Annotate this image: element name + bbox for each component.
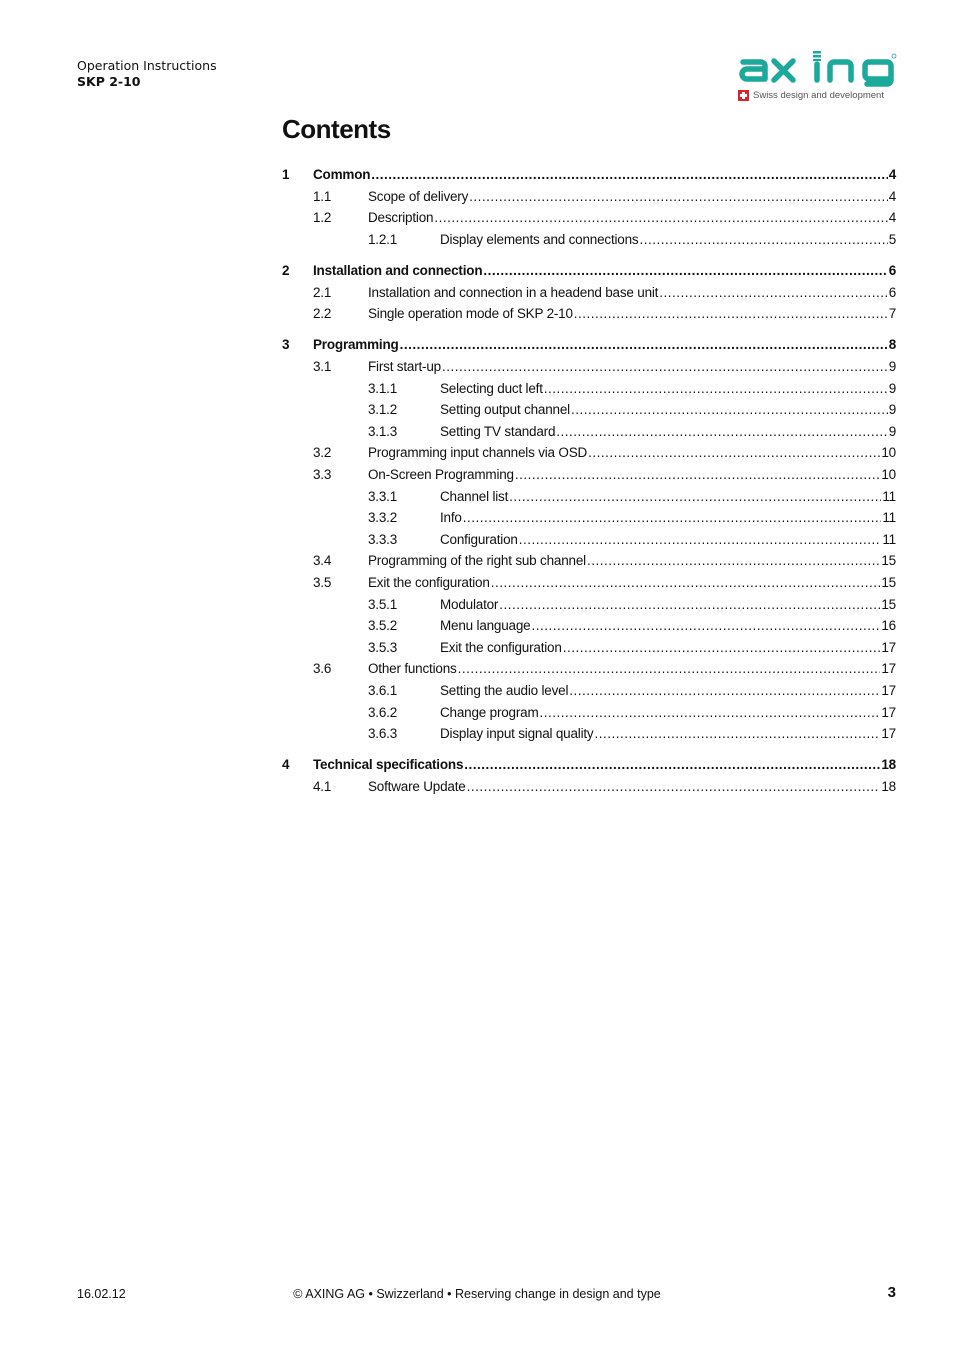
toc-entry[interactable] [282,402,896,422]
toc-entry[interactable] [282,510,896,530]
toc-entry-number: 1.2.1 [368,231,398,247]
toc-entry-number: 3.5.2 [368,618,398,634]
toc-entry-page: 10 [881,467,896,482]
toc-entry[interactable] [282,189,896,209]
toc-dot-leader [544,381,888,396]
toc-entry-title: On-Screen Programming [368,467,514,482]
toc-entry-number: 3.1.2 [368,402,398,418]
toc-entry-title: Software Update [368,779,466,794]
toc-dot-leader [563,640,881,655]
toc-entry-page: 17 [881,661,896,677]
toc-entry-title: Description [368,210,434,226]
toc-entry-number: 1.1 [313,188,332,204]
toc-dot-leader [464,757,880,772]
toc-entry-page: 17 [881,704,896,720]
toc-dot-leader [434,210,887,225]
toc-entry-page: 9 [888,380,896,396]
toc-entry-number: 3.5.1 [368,596,398,612]
toc-entry-page: 9 [888,359,896,374]
toc-entry-number: 3.1.1 [368,380,398,396]
toc-entry[interactable] [282,757,896,777]
document-type: Operation Instructions [77,58,217,73]
toc-entry-page: 10 [881,445,896,461]
toc-entry-number: 4 [282,757,290,773]
toc-dot-leader [442,359,888,374]
page-number: 3 [887,1284,896,1301]
toc-entry[interactable] [282,705,896,725]
toc-dot-leader [463,510,882,525]
toc-dot-leader [371,167,887,182]
toc-dot-leader [499,597,880,612]
toc-dot-leader [400,337,888,352]
toc-entry-number: 4.1 [313,779,332,794]
toc-entry-page: 17 [881,683,896,698]
toc-entry-page: 17 [881,639,896,655]
toc-entry-title: Exit the configuration [440,639,562,655]
toc-entry[interactable] [282,445,896,465]
toc-entry[interactable] [282,263,896,283]
toc-dot-leader [574,306,888,321]
toc-entry[interactable] [282,359,896,379]
toc-entry-title: Installation and connection in a headend base unit [368,284,659,300]
toc-entry-page: 4 [888,210,896,226]
toc-entry-page: 15 [881,553,896,569]
toc-dot-leader [587,553,880,568]
toc-entry[interactable] [282,306,896,326]
toc-entry-title: Selecting duct left [440,380,543,396]
axing-wordmark-logo [737,50,897,88]
toc-entry-page: 5 [888,231,896,247]
toc-entry-page: 18 [881,779,896,794]
toc-entry-title: Installation and connection [313,263,483,278]
toc-entry-number: 3.6 [313,661,332,677]
toc-entry-page: 6 [888,263,896,278]
toc-entry-number: 3.3.2 [368,510,398,526]
toc-entry-page: 4 [888,167,896,182]
document-header [77,58,217,90]
toc-dot-leader [531,618,880,633]
toc-entry-number: 2 [282,263,290,278]
toc-entry-page: 18 [881,757,896,773]
toc-entry-title: Single operation mode of SKP 2-10 [368,306,573,322]
toc-dot-leader [639,232,887,247]
toc-entry-title: Modulator [440,596,499,612]
toc-entry-page: 11 [882,531,896,547]
toc-entry-page: 16 [881,618,896,634]
toc-entry-number: 3.5 [313,575,332,590]
toc-entry-number: 3 [282,337,290,353]
toc-entry-title: Setting TV standard [440,423,556,439]
toc-dot-leader [556,424,887,439]
toc-entry-page: 15 [881,575,896,590]
toc-entry-title: First start-up [368,359,441,374]
toc-entry-number: 3.1.3 [368,423,398,439]
toc-entry[interactable] [282,640,896,660]
toc-entry-page: 6 [888,284,896,300]
toc-entry-title: Programming input channels via OSD [368,445,588,461]
toc-entry-number: 2.2 [313,306,332,322]
toc-entry-title: Info [440,510,462,526]
toc-dot-leader [519,532,882,547]
toc-entry-title: Channel list [440,488,509,504]
toc-entry-page: 11 [882,510,896,526]
toc-entry-title: Display input signal quality [440,726,594,742]
toc-entry[interactable] [282,337,896,357]
toc-entry[interactable] [282,167,896,187]
toc-dot-leader [515,467,881,482]
toc-entry-page: 8 [888,337,896,353]
toc-entry-number: 2.1 [313,284,332,300]
toc-dot-leader [491,575,881,590]
toc-entry-title: Other functions [368,661,457,677]
toc-entry-number: 3.3.1 [368,488,398,504]
toc-entry-page: 17 [881,726,896,742]
toc-dot-leader [571,402,888,417]
toc-entry-number: 1.2 [313,210,332,226]
footer-date: 16.02.12 [77,1287,126,1301]
toc-entry[interactable] [282,210,896,230]
toc-entry-title: Scope of delivery [368,188,469,204]
toc-entry[interactable] [282,489,896,509]
toc-entry[interactable] [282,285,896,305]
toc-entry[interactable] [282,467,896,487]
toc-entry-number: 3.5.3 [368,639,398,655]
toc-entry-title: Technical specifications [313,757,464,773]
toc-entry[interactable] [282,597,896,617]
toc-entry-title: Programming [313,337,399,353]
toc-entry-title: Configuration [440,531,518,547]
toc-entry[interactable] [282,726,896,746]
toc-entry-page: 9 [888,423,896,439]
toc-entry[interactable] [282,779,896,799]
logo-tagline: Swiss design and development [753,90,884,101]
toc-entry[interactable] [282,575,896,595]
axing-logo [737,50,897,104]
toc-entry-number: 3.6.3 [368,726,398,742]
toc-entry-number: 1 [282,167,290,182]
toc-entry[interactable] [282,532,896,552]
toc-entry-number: 3.6.1 [368,683,398,698]
toc-entry-number: 3.3 [313,467,332,482]
toc-entry-number: 3.2 [313,445,332,461]
page-title: Contents [282,114,391,144]
toc-entry[interactable] [282,683,896,703]
toc-dot-leader [588,445,880,460]
toc-entry-page: 9 [888,402,896,418]
toc-dot-leader [469,189,888,204]
toc-entry-page: 11 [882,488,896,504]
toc-entry-number: 3.1 [313,359,332,374]
toc-dot-leader [595,726,881,741]
toc-entry-title: Common [313,167,371,182]
toc-entry[interactable] [282,553,896,573]
toc-dot-leader [483,263,887,278]
toc-dot-leader [569,683,880,698]
product-name: SKP 2-10 [77,74,141,89]
toc-entry-title: Setting output channel [440,402,570,418]
toc-entry[interactable] [282,661,896,681]
toc-entry-number: 3.4 [313,553,332,569]
swiss-flag-icon [738,90,749,101]
toc-entry-page: 4 [888,188,896,204]
toc-entry-title: Change program [440,704,539,720]
toc-entry-number: 3.6.2 [368,704,398,720]
toc-entry[interactable] [282,232,896,252]
toc-dot-leader [458,661,881,676]
toc-entry-number: 3.3.3 [368,531,398,547]
toc-dot-leader [509,489,881,504]
toc-entry[interactable] [282,424,896,444]
toc-entry[interactable] [282,381,896,401]
toc-entry-title: Programming of the right sub channel [368,553,586,569]
toc-entry-title: Setting the audio level [440,683,569,698]
toc-entry-page: 7 [888,306,896,322]
toc-dot-leader [540,705,881,720]
toc-entry-title: Exit the configuration [368,575,490,590]
toc-entry-title: Display elements and connections [440,231,639,247]
footer-copyright: © AXING AG • Swizzerland • Reserving change in design and type [293,1287,661,1301]
toc-entry-title: Menu language [440,618,531,634]
toc-entry[interactable] [282,618,896,638]
toc-dot-leader [467,779,881,794]
toc-entry-page: 15 [881,596,896,612]
toc-dot-leader [659,285,887,300]
